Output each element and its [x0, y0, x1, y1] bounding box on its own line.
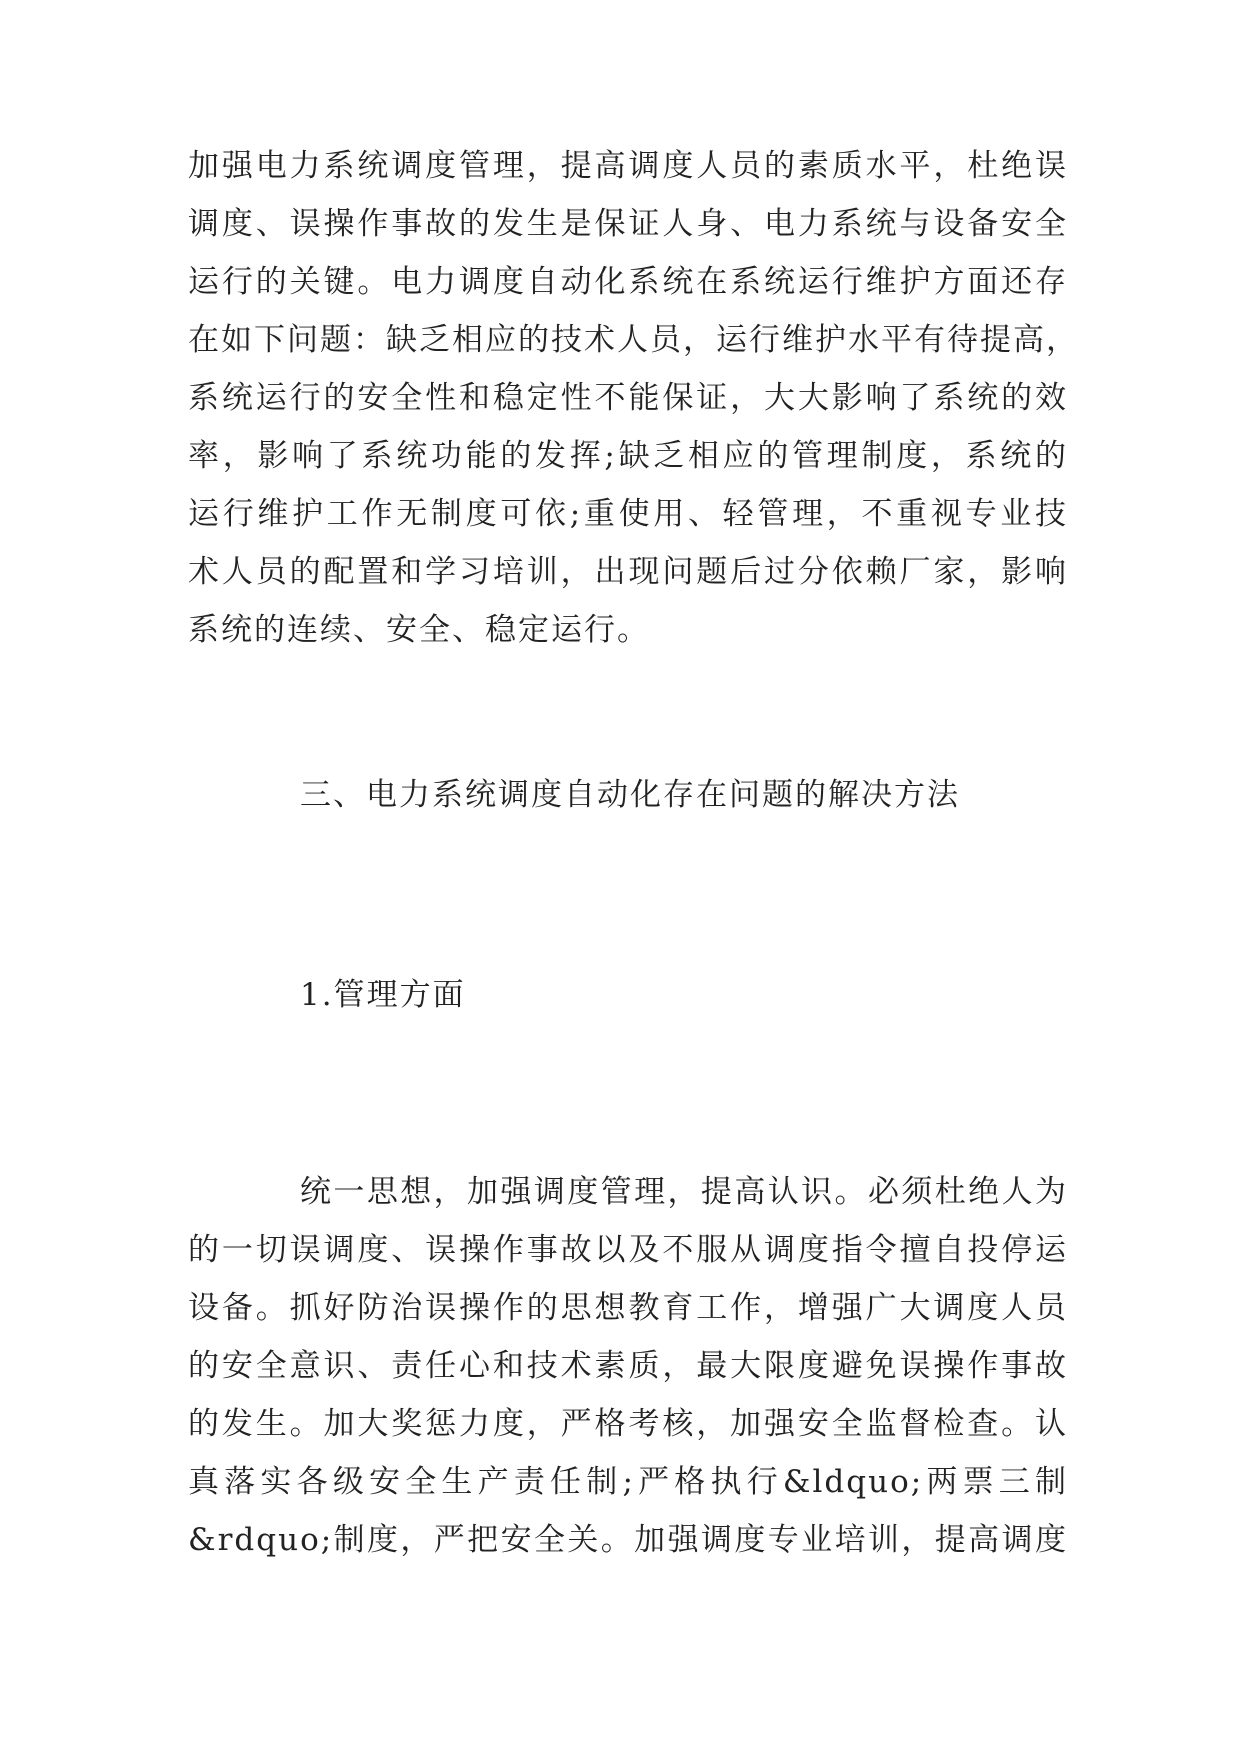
paragraph-line: 设备。抓好防治误操作的思想教育工作，增强广大调度人员: [188, 1290, 1068, 1326]
paragraph-line: 系统的连续、安全、稳定运行。: [188, 612, 650, 648]
paragraph-line: 系统运行的安全性和稳定性不能保证，大大影响了系统的效: [188, 380, 1068, 416]
paragraph-line: 加强电力系统调度管理，提高调度人员的素质水平，杜绝误: [188, 148, 1068, 184]
paragraph-line: 的安全意识、责任心和技术素质，最大限度避免误操作事故: [188, 1348, 1068, 1384]
subsection-heading: 1.管理方面: [300, 977, 466, 1013]
paragraph-line: &rdquo;制度，严把安全关。加强调度专业培训，提高调度: [188, 1522, 1068, 1558]
paragraph-line: 调度、误操作事故的发生是保证人身、电力系统与设备安全: [188, 206, 1068, 242]
paragraph-line: 统一思想，加强调度管理，提高认识。必须杜绝人为: [300, 1174, 1068, 1210]
paragraph-line: 在如下问题：缺乏相应的技术人员，运行维护水平有待提高，: [188, 322, 1079, 358]
paragraph-line: 运行维护工作无制度可依;重使用、轻管理，不重视专业技: [188, 496, 1068, 532]
paragraph-line: 运行的关键。电力调度自动化系统在系统运行维护方面还存: [188, 264, 1068, 300]
paragraph-line: 真落实各级安全生产责任制;严格执行&ldquo;两票三制: [188, 1464, 1068, 1500]
paragraph-line: 的发生。加大奖惩力度，严格考核，加强安全监督检查。认: [188, 1406, 1068, 1442]
paragraph-line: 的一切误调度、误操作事故以及不服从调度指令擅自投停运: [188, 1232, 1068, 1268]
section-heading: 三、电力系统调度自动化存在问题的解决方法: [300, 777, 960, 813]
paragraph-line: 率，影响了系统功能的发挥;缺乏相应的管理制度，系统的: [188, 438, 1068, 474]
paragraph-line: 术人员的配置和学习培训，出现问题后过分依赖厂家，影响: [188, 554, 1068, 590]
